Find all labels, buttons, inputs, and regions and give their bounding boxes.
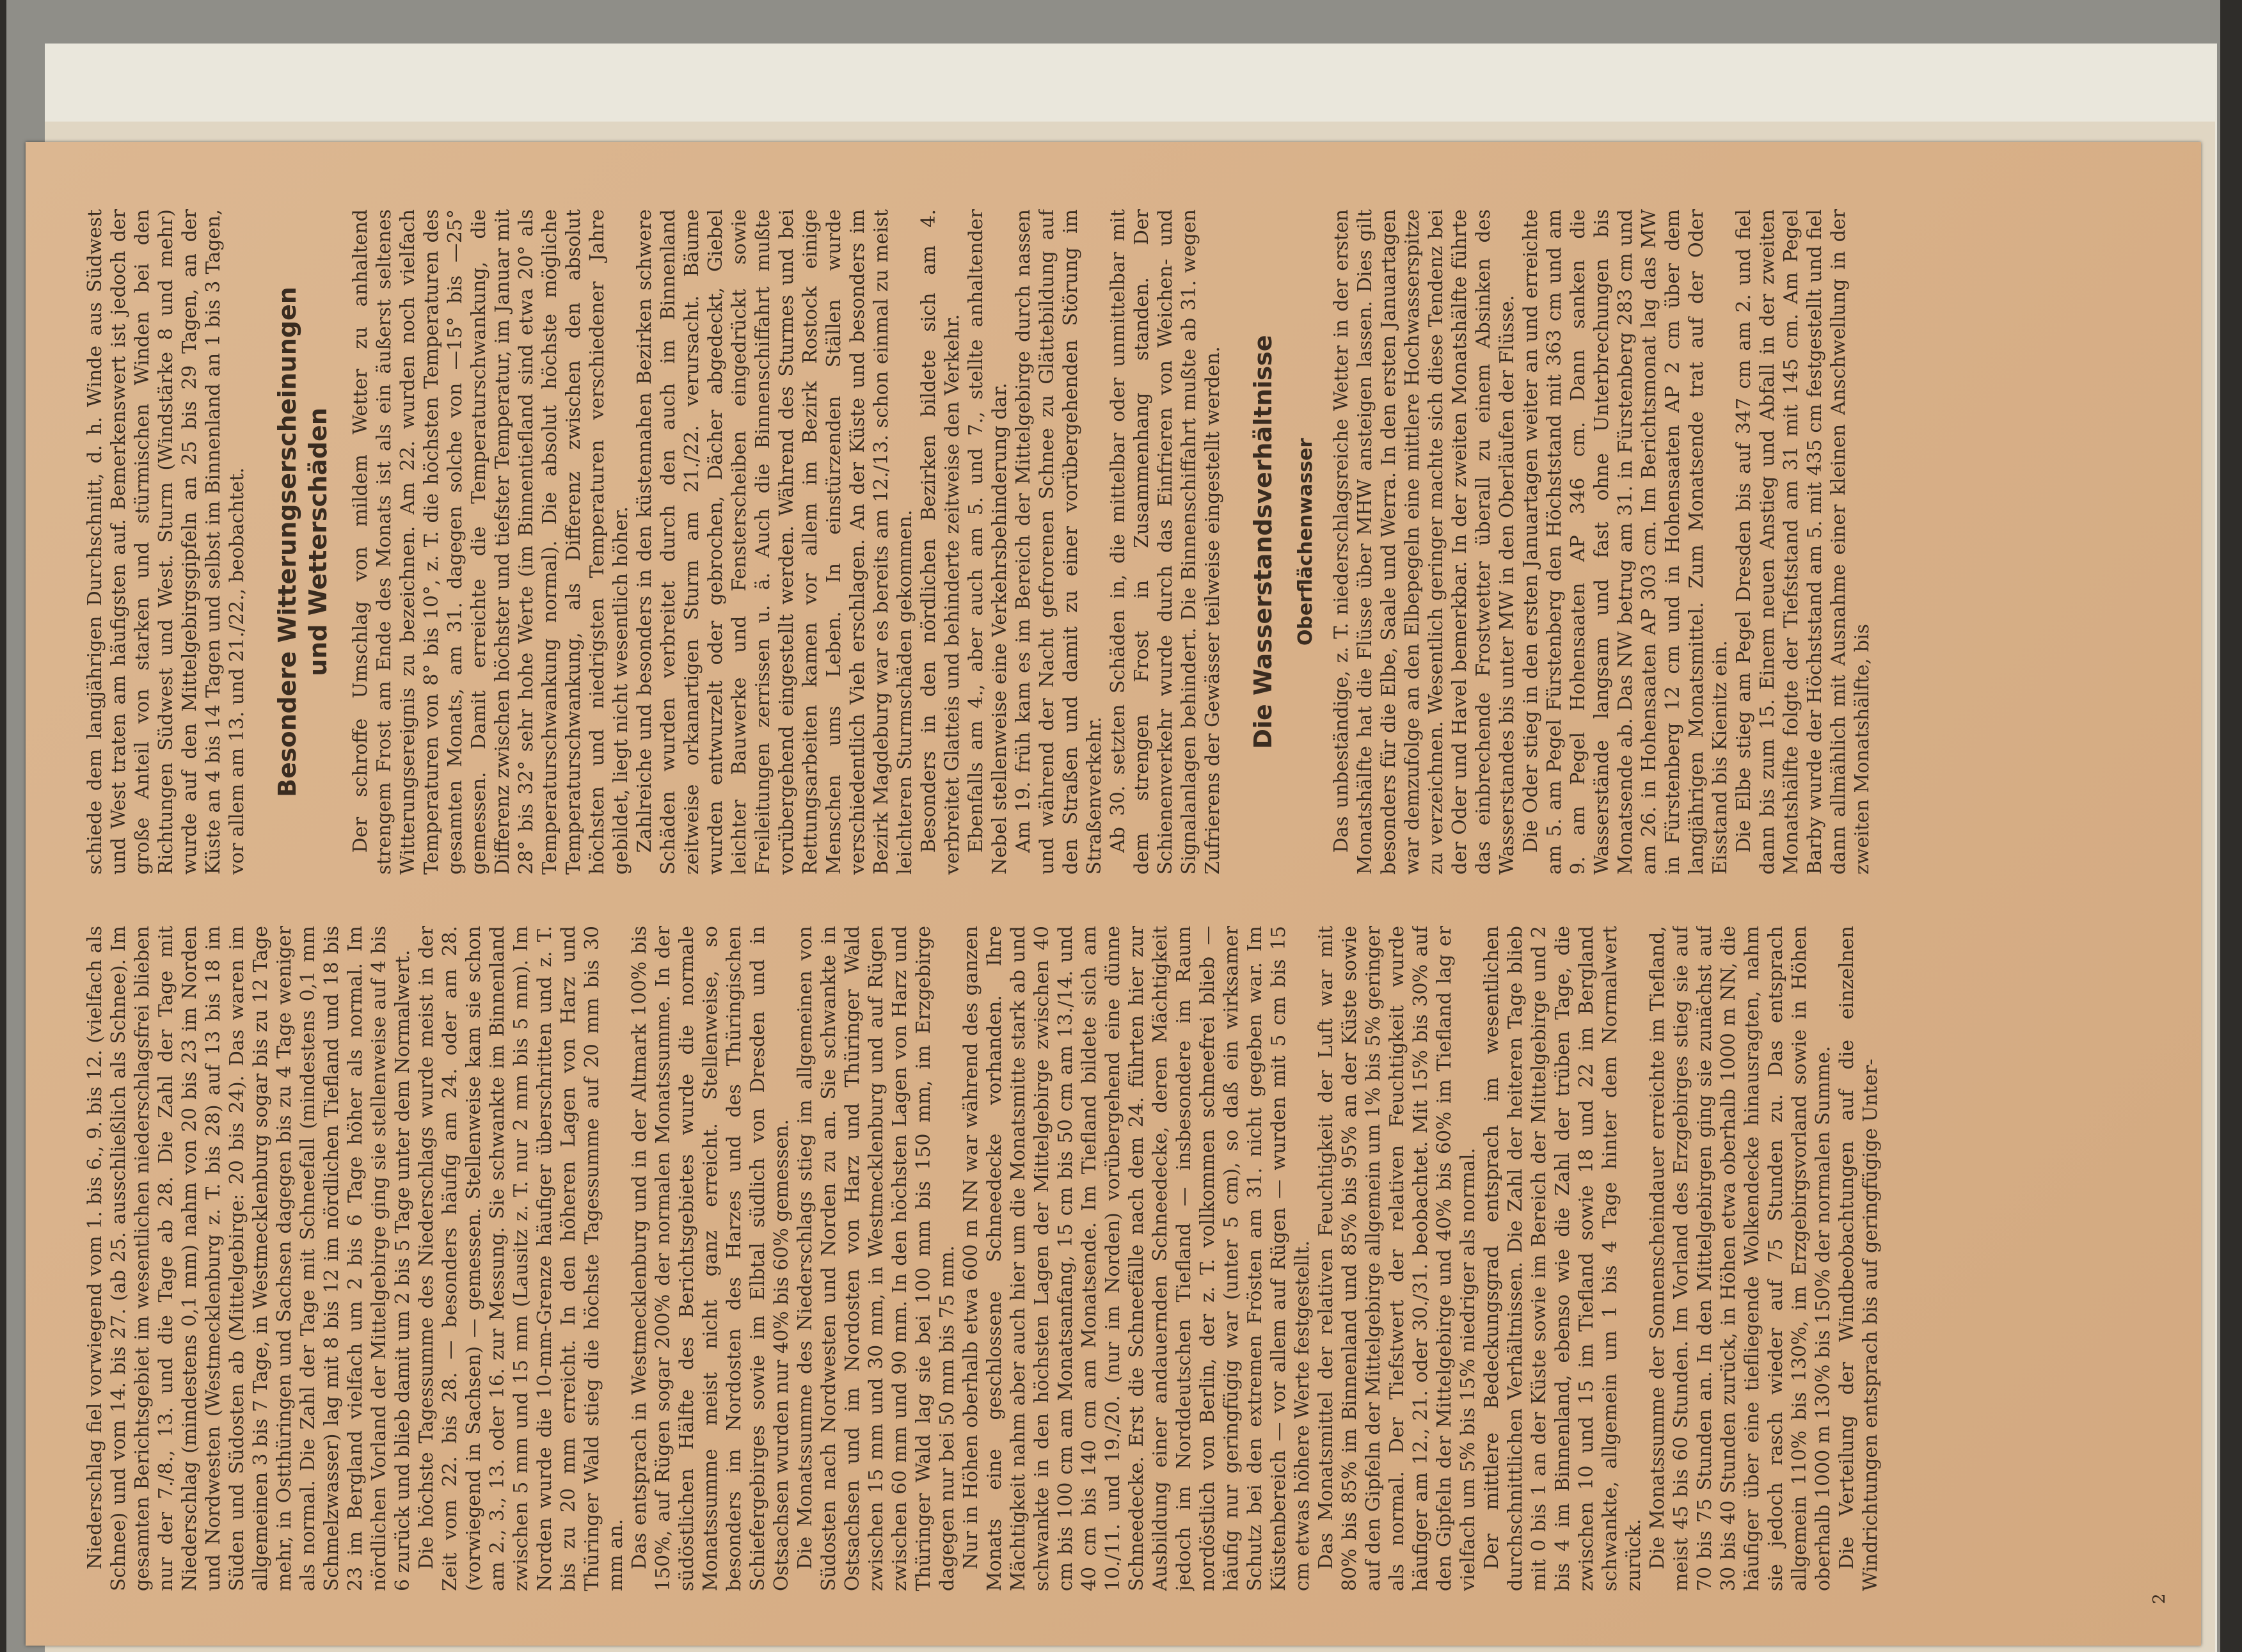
section-heading-witterung xyxy=(272,209,333,875)
paragraph-sturmschaeden: Zahlreiche und besonders in den küstennahen Bezirken schwere Schäden wurden verbreitet durch den auch im Binnenland zeitweise orkanartigen Sturm am 21./22. verursacht. Bäume wurden entwurzelt oder gebrochen, Dächer abgedeckt, Giebel leichter Bauwerke und Fensterscheiben eingedrückt sowie Freileitungen zerrissen u. ä. Auch die Binnenschiffahrt mußte vorübergehend eingestellt werden. Während des Sturmes und bei Rettungsarbeiten kamen vor allem im Bezirk Rostock einige Menschen ums Leben. In einstürzenden Ställen wurde verschiedentlich Vieh erschlagen. An der Küste und besonders im Bezirk Magdeburg war es bereits am 12./13. schon einmal zu meist leichteren Sturmschäden gekommen. xyxy=(633,209,916,875)
paragraph-elbe: Die Elbe stieg am Pegel Dresden bis auf 347 cm am 2. und fiel dann bis zum 15. Einem neuen Anstieg und Abfall in der zweiten Monatshälfte folgte der Tiefststand am 31 mit 145 cm. Am Pegel Barby wurde der Höchststand am 5. mit 435 cm festgestellt und fiel dann allmählich mit Ausnahme einer kleinen Anschwellung in der zweiten Monatshälfte, bis xyxy=(1733,209,1873,875)
rotated-text-sheet xyxy=(38,158,2188,1630)
paragraph-niederschlag: Niederschlag fiel vorwiegend vom 1. bis 6., 9. bis 12. (vielfach als Schnee) und vom 14. bis 27. (ab 25. ausschließlich als Schnee). Im gesamten Berichtsgebiet im wesentlichen niederschlagsfrei blieben nur der 7./8., 13. und die Tage ab 28. Die Zahl der Tage mit Niederschlag (mindestens 0,1 mm) nahm von 20 bis 23 im Norden und Nordwesten (Westmecklenburg z. T. bis 28) auf 13 bis 18 im Süden und Südosten ab (Mittelgebirge: 20 bis 24). Das waren im allgemeinen 3 bis 7 Tage, in Westmecklenburg sogar bis zu 12 Tage mehr, in Ostthüringen und Sachsen dagegen bis zu 4 Tage weniger als normal. Die Zahl der Tage mit Schneefall (mindestens 0,1 mm Schmelzwasser) lag mit 8 bis 12 im nördlichen Tiefland und 18 bis 23 im Bergland vielfach um 2 bis 6 Tage höher als normal. Im nördlichen Vorland der Mittelgebirge ging sie stellenweise auf 4 bis 6 zurück und blieb damit um 2 bis 5 Tage unter dem Normalwert. xyxy=(84,926,414,1591)
paragraph-glaette: Am 19. früh kam es im Bereich der Mittelgebirge durch nassen und während der Nacht gefrorenen Schnee zu Glättebildung auf den Straßen und damit zu einer vorübergehenden Störung im Straßenverkehr. xyxy=(1012,209,1106,875)
paragraph-sonnenschein: Die Monatssumme der Sonnenscheindauer erreichte im Tiefland, meist 45 bis 60 Stunden. Im Vorland des Erzgebirges stieg sie auf 70 bis 75 Stunden an. In den Mittelgebirgen ging sie zunächst auf 30 bis 40 Stunden zurück, in Höhen etwa oberhalb 1000 m NN, die häufiger über eine tiefliegende Wolkendecke hinausragten, nahm sie jedoch rasch wieder auf 75 Stunden zu. Das entsprach allgemein 110% bis 130%, im Erzgebirgsvorland sowie in Höhen oberhalb 1000 m 130% bis 150% der normalen Summe. xyxy=(1646,926,1834,1591)
paragraph-frostschaeden: Ab 30. setzten Schäden in, die mittelbar oder unmittelbar mit dem strengen Frost in Zusammenhang standen. Der Schienenverkehr wurde durch das Einfrieren von Weichen- und Signalanlagen behindert. Die Binnenschiffahrt mußte ab 31. wegen Zufrierens der Gewässer teilweise eingestellt werden. xyxy=(1107,209,1224,875)
heading-line: und Wetterschäden xyxy=(304,408,332,676)
paragraph-oder: Die Oder stieg in den ersten Januartagen weiter an und erreichte am 5. am Pegel Fürstenberg den Höchststand mit 363 cm und am 9. am Pegel Hohensaaten AP 346 cm. Dann sanken die Wasserstände langsam und fast ohne Unterbrechungen bis Monatsende ab. Das NW betrug am 31. in Fürstenberg 283 cm und am 26. in Hohensaaten AP 303 cm. Im Berichtsmonat lag das MW in Fürstenberg 12 cm und in Hohensaaten AP 2 cm über dem langjährigen Monatsmittel. Zum Monatsende trat auf der Oder Eisstand bis Kienitz ein. xyxy=(1520,209,1731,875)
paragraph-prozent: Das entsprach in Westmecklenburg und in der Altmark 100% bis 150%, auf Rügen sogar 200% der normalen Monatssumme. In der südöstlichen Hälfte des Berichtsgebietes wurde die normale Monatssumme meist nicht ganz erreicht. Stellenweise, so besonders im Nordosten des Harzes und des Thüringischen Schiefergebirges sowie im Elbtal südlich von Dresden und in Ostsachsen wurden nur 40% bis 60% gemessen. xyxy=(628,926,793,1591)
heading-line: Besondere Witterungserscheinungen xyxy=(273,287,301,797)
paragraph-wind: Die Verteilung der Windbeobachtungen auf die einzelnen Windrichtungen entsprach bis auf geringfügige Unter- xyxy=(1836,926,1882,1591)
paragraph-nebel: Ebenfalls am 4., aber auch am 5. und 7., stellte anhaltender Nebel stellenweise eine Verkehrsbehinderung dar. xyxy=(965,209,1011,875)
paragraph-tagessumme: Die höchste Tagessumme des Niederschlags wurde meist in der Zeit vom 22. bis 28. — besonders häufig am 24. oder am 28. (vorwiegend in Sachsen) — gemessen. Stellenweise kam sie schon am 2., 3., 13. oder 16. zur Messung. Sie schwankte im Binnenland zwischen 5 mm und 15 mm (Lausitz z. T. nur 2 mm bis 5 mm). Im Norden wurde die 10-mm-Grenze häufiger überschritten und z. T. bis zu 20 mm erreicht. In den höheren Lagen von Harz und Thüringer Wald stieg die höchste Tagessumme auf 20 mm bis 30 mm an. xyxy=(415,926,627,1591)
paragraph-umschlag: Der schroffe Umschlag von mildem Wetter zu anhaltend strengem Frost am Ende des Monats ist als ein äußerst seltenes Witterungsereignis zu bezeichnen. Am 22. wurden noch vielfach Temperaturen von 8° bis 10°, z. T. die höchsten Temperaturen des gesamten Monats, am 31. dagegen solche von —15° bis —25° gemessen. Damit erreichte die Temperaturschwankung, die Differenz zwischen höchster und tiefster Temperatur, im Januar mit 28° bis 32° sehr hohe Werte (im Binnentiefland sind etwa 20° als Temperaturschwankung normal). Die absolut höchste mögliche Temperaturschwankung, als Differenz zwischen den absolut höchsten und niedrigsten Temperaturen verschiedener Jahre gebildet, liegt nicht wesentlich höher. xyxy=(349,209,632,875)
paragraph-wetter: Das unbeständige, z. T. niederschlagsreiche Wetter in der ersten Monatshälfte hat die Flüsse über MHW ansteigen lassen. Dies gilt besonders für die Elbe, Saale und Werra. In den ersten Januartagen war demzufolge an den Elbepegeln eine mittlere Hochwasserspitze zu verzeichnen. Wesentlich geringer machte sich diese Tendenz bei der Oder und Havel bemerkbar. In der zweiten Monatshälfte führte das einbrechende Frostwetter überall zu einem Absinken des Wasserstandes bis unter MW in den Oberläufen der Flüsse. xyxy=(1330,209,1518,875)
paragraph-bedeckung: Der mittlere Bedeckungsgrad entsprach im wesentlichen durchschnittlichen Verhältnissen. Die Zahl der heiteren Tage blieb mit 0 bis 1 an der Küste sowie im Bereich der Mittelgebirge und 2 bis 4 im Binnenland, ebenso wie die Zahl der trüben Tage, die zwischen 10 und 15 im Tiefland sowie 18 und 22 im Bergland schwankte, allgemein um 1 bis 4 Tage hinter dem Normalwert zurück. xyxy=(1481,926,1645,1591)
subheading-oberflaechenwasser: Oberflächenwasser xyxy=(1294,438,1317,646)
left-column xyxy=(83,926,2131,1591)
section-heading-wasserstand: Die Wasserstandsverhältnisse xyxy=(1249,335,1277,749)
right-column xyxy=(83,209,2131,875)
paragraph-monatssumme: Die Monatssumme des Niederschlags stieg im allgemeinen von Südosten nach Nordwesten und Norden zu an. Sie schwankte in Ostsachsen und im Nordosten von Harz und Thüringer Wald zwischen 15 mm und 30 mm, in Westmecklenburg und auf Rügen zwischen 60 mm und 90 mm. In den höchsten Lagen von Harz und Thüringer Wald lag sie bei 100 mm bis 150 mm, im Erzgebirge dagegen nur bei 50 mm bis 75 mm. xyxy=(794,926,958,1591)
page-number: 2 xyxy=(2150,1593,2169,1604)
paragraph-feuchtigkeit: Das Monatsmittel der relativen Feuchtigkeit der Luft war mit 80% bis 85% im Binnenland und 85% bis 95% an der Küste sowie auf den Gipfeln der Mittelgebirge allgemein um 1% bis 5% geringer als normal. Der Tiefstwert der relativen Feuchtigkeit wurde häufiger am 12., 21. oder 30./31. beobachtet. Mit 15% bis 30% auf den Gipfeln der Mittelgebirge und 40% bis 60% im Tiefland lag er vielfach um 5% bis 15% niedriger als normal. xyxy=(1315,926,1479,1591)
paragraph-wind-continued: schiede dem langjährigen Durchschnitt, d. h. Winde aus Südwest und West traten am häufigsten auf. Bemerkenswert ist jedoch der große Anteil von starken und stürmischen Winden bei den Richtungen Südwest und West. Sturm (Windstärke 8 und mehr) wurde auf den Mittelgebirgsgipfeln an 25 bis 29 Tagen, an der Küste an 4 bis 14 Tagen und selbst im Binnenland an 1 bis 3 Tagen, vor allem am 13. und 21./22., beobachtet. xyxy=(84,209,248,875)
paragraph-glatteis: Besonders in den nördlichen Bezirken bildete sich am 4. verbreitet Glatteis und behinderte zeitweise den Verkehr. xyxy=(918,209,964,875)
paragraph-schneedecke: Nur in Höhen oberhalb etwa 600 m NN war während des ganzen Monats eine geschlossene Schneedecke vorhanden. Ihre Mächtigkeit nahm aber auch hier um die Monatsmitte stark ab und schwankte in den höchsten Lagen der Mittelgebirge zwischen 40 cm bis 100 cm am Monatsanfang, 15 cm bis 50 cm am 13./14. und 40 cm bis 140 cm am Monatsende. Im Tiefland bildete sich am 10./11. und 19./20. (nur im Norden) vorübergehend eine dünne Schneedecke. Erst die Schneefälle nach dem 24. führten hier zur Ausbildung einer andauernden Schneedecke, deren Mächtigkeit jedoch im Norddeutschen Tiefland — insbesondere im Raum nordöstlich von Berlin, der z. T. vollkommen schneefrei blieb — häufig nur geringfügig war (unter 5 cm), so daß ein wirksamer Schutz bei den extremen Frösten am 31. nicht gegeben war. Im Küstenbereich — vor allem auf Rügen — wurden mit 5 cm bis 15 cm etwas höhere Werte festgestellt. xyxy=(960,926,1314,1591)
document-page xyxy=(26,142,2201,1646)
